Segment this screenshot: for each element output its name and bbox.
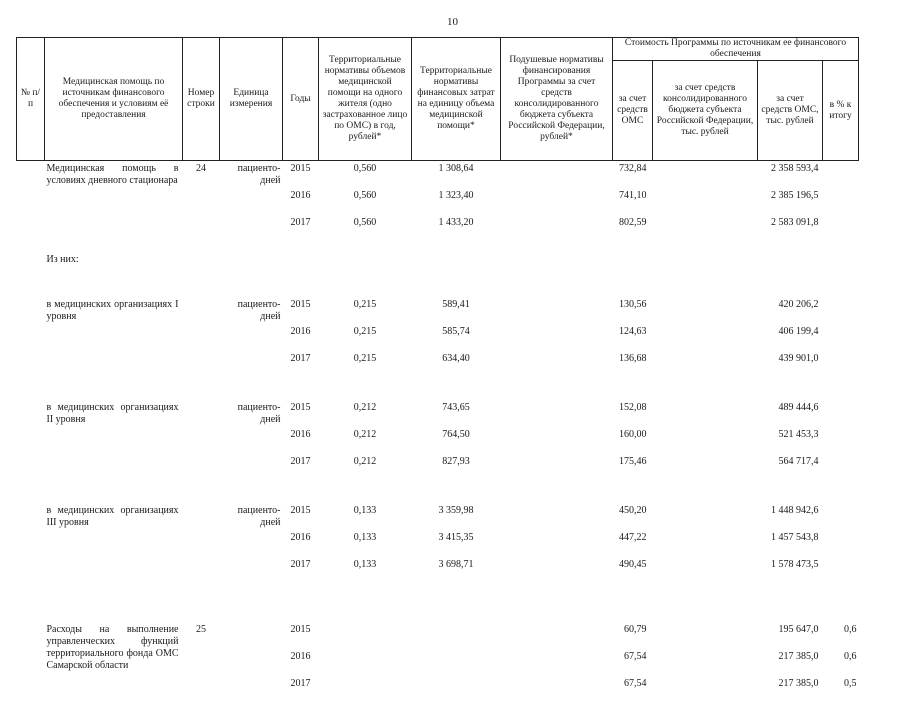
cell-oms: 124,63 [613,326,653,353]
cell-norm-cost: 1 433,20 [412,217,501,244]
cell-budget [653,624,758,651]
cell-oms: 175,46 [613,456,653,483]
cell-oms-total: 2 358 593,4 [758,163,823,190]
cell-per-capita [501,217,613,244]
cell-per-capita [501,299,613,326]
cell-year: 2015 [283,505,319,532]
cell-norm-volume: 0,133 [319,532,412,559]
cell-oms-total: 217 385,0 [758,678,823,705]
cell-year: 2017 [283,217,319,244]
cell-num [17,402,45,483]
cell-pct: 0,6 [823,624,859,651]
cell-oms: 741,10 [613,190,653,217]
cell-budget [653,299,758,326]
cell-oms: 490,45 [613,559,653,586]
cell-year: 2016 [283,326,319,353]
cell-norm-cost: 3 415,35 [412,532,501,559]
table-row [17,624,859,651]
cell-norm-volume: 0,215 [319,353,412,380]
table-body [17,161,859,705]
cell-oms-total: 521 453,3 [758,429,823,456]
cell-norm-volume: 0,133 [319,505,412,532]
cell-oms-total: 1 448 942,6 [758,505,823,532]
cell-year: 2016 [283,651,319,678]
cell-budget [653,651,758,678]
cell-pct [823,532,859,559]
cell-year: 2016 [283,429,319,456]
spacer-row [17,380,859,402]
header-unit: Единица измерения [220,38,283,161]
spacer-row [17,483,859,505]
cell-norm-cost [412,651,501,678]
cell-per-capita [501,532,613,559]
cell-num [17,163,45,244]
cell-oms-total: 1 578 473,5 [758,559,823,586]
header-row: Номер строки [183,38,220,161]
cell-oms-total: 1 457 543,8 [758,532,823,559]
cell-oms-total: 420 206,2 [758,299,823,326]
cell-oms: 67,54 [613,651,653,678]
cell-oms: 60,79 [613,624,653,651]
cell-year: 2016 [283,190,319,217]
cell-year: 2015 [283,299,319,326]
cell-budget [653,456,758,483]
cell-oms: 130,56 [613,299,653,326]
cell-oms: 802,59 [613,217,653,244]
cell-num [17,624,45,705]
cell-year: 2015 [283,624,319,651]
cell-norm-volume [319,624,412,651]
header-group-cost: Стоимость Программы по источникам ее финансового обеспечения [613,38,859,61]
cell-norm-cost: 764,50 [412,429,501,456]
cell-oms: 447,22 [613,532,653,559]
cell-per-capita [501,429,613,456]
cell-year: 2017 [283,559,319,586]
table-row [17,254,859,281]
program-cost-table [16,37,859,705]
cell-per-capita [501,624,613,651]
cell-norm-volume: 0,560 [319,163,412,190]
cell-pct: 0,5 [823,678,859,705]
cell-norm-volume: 0,560 [319,217,412,244]
cell-oms-total: 489 444,6 [758,402,823,429]
cell-name: в медицинских организациях I уровня [45,299,183,380]
header-per-capita: Подушевые нормативы финансирования Программы за счет средств консолидированного бюджета субъекта Российской Федерации, рублей* [501,38,613,161]
cell-per-capita [501,559,613,586]
page-number: 10 [0,16,905,28]
cell-norm-cost: 634,40 [412,353,501,380]
cell-row-number [183,299,220,380]
cell-pct [823,456,859,483]
cell-pct [823,402,859,429]
cell-name: Расходы на выполнение управленческих функций территориального фонда ОМС Самарской области [45,624,183,705]
header-oms: за счет средств ОМС [613,61,653,161]
cell-empty [283,254,859,281]
cell-oms-total: 217 385,0 [758,651,823,678]
cell-norm-cost: 3 698,71 [412,559,501,586]
cell-norm-cost: 585,74 [412,326,501,353]
cell-oms-total: 195 647,0 [758,624,823,651]
cell-oms-total: 564 717,4 [758,456,823,483]
cell-year: 2017 [283,678,319,705]
cell-name: в медицинских организациях II уровня [45,402,183,483]
cell-name: Медицинская помощь в условиях дневного стационара [45,163,183,244]
cell-unit: пациенто-дней [220,163,283,244]
cell-per-capita [501,190,613,217]
cell-norm-cost: 743,65 [412,402,501,429]
cell-norm-cost: 589,41 [412,299,501,326]
cell-year: 2017 [283,353,319,380]
cell-unit [220,254,283,281]
header-oms-total: за счет средств ОМС, тыс. рублей [758,61,823,161]
cell-budget [653,559,758,586]
cell-pct [823,559,859,586]
cell-name: в медицинских организациях III уровня [45,505,183,586]
table-row [17,402,859,429]
header-name: Медицинская помощь по источникам финансового обеспечения и условиям её предоставления [45,38,183,161]
cell-oms: 136,68 [613,353,653,380]
cell-unit: пациенто-дней [220,402,283,483]
cell-name: Из них: [45,254,183,281]
cell-budget [653,505,758,532]
cell-per-capita [501,326,613,353]
cell-norm-volume: 0,215 [319,299,412,326]
cell-norm-volume: 0,212 [319,456,412,483]
cell-pct [823,190,859,217]
cell-norm-cost: 1 308,64 [412,163,501,190]
cell-oms: 732,84 [613,163,653,190]
cell-oms-total: 406 199,4 [758,326,823,353]
table-row [17,299,859,326]
cell-oms: 67,54 [613,678,653,705]
cell-num [17,299,45,380]
cell-budget [653,217,758,244]
cell-unit: пациенто-дней [220,299,283,380]
cell-pct [823,217,859,244]
cell-norm-volume: 0,133 [319,559,412,586]
cell-norm-cost: 1 323,40 [412,190,501,217]
header-budget: за счет средств консолидированного бюджета субъекта Российской Федерации, тыс. рублей [653,61,758,161]
cell-per-capita [501,456,613,483]
cell-oms: 152,08 [613,402,653,429]
cell-year: 2016 [283,532,319,559]
cell-budget [653,402,758,429]
cell-pct: 0,6 [823,651,859,678]
spacer-row [17,244,859,254]
cell-per-capita [501,651,613,678]
cell-oms-total: 2 385 196,5 [758,190,823,217]
cell-norm-volume [319,678,412,705]
cell-oms-total: 439 901,0 [758,353,823,380]
cell-budget [653,678,758,705]
cell-per-capita [501,353,613,380]
header-norm-volume: Территориальные нормативы объемов медицинской помощи на одного жителя (одно застрахованное лицо по ОМС) в год, рублей* [319,38,412,161]
cell-pct [823,326,859,353]
cell-budget [653,326,758,353]
cell-pct [823,163,859,190]
cell-year: 2015 [283,402,319,429]
cell-num [17,254,45,281]
cell-oms: 450,20 [613,505,653,532]
header-num: № п/п [17,38,45,161]
cell-oms: 160,00 [613,429,653,456]
cell-year: 2015 [283,163,319,190]
cell-pct [823,505,859,532]
cell-row-number [183,505,220,586]
header-norm-cost: Территориальные нормативы финансовых затрат на единицу объема медицинской помощи* [412,38,501,161]
spacer-row [17,586,859,624]
cell-budget [653,429,758,456]
cell-num [17,505,45,586]
cell-budget [653,353,758,380]
cell-budget [653,532,758,559]
cell-per-capita [501,402,613,429]
cell-pct [823,299,859,326]
table-row [17,505,859,532]
cell-pct [823,353,859,380]
cell-oms-total: 2 583 091,8 [758,217,823,244]
cell-pct [823,429,859,456]
cell-unit: пациенто-дней [220,505,283,586]
cell-row-number: 24 [183,163,220,244]
cell-budget [653,190,758,217]
header-year: Годы [283,38,319,161]
cell-year: 2017 [283,456,319,483]
cell-norm-cost: 827,93 [412,456,501,483]
cell-per-capita [501,163,613,190]
cell-row-number [183,402,220,483]
cell-norm-volume: 0,560 [319,190,412,217]
cell-norm-volume: 0,212 [319,429,412,456]
cell-row-number: 25 [183,624,220,705]
cell-norm-cost [412,624,501,651]
table-row [17,163,859,190]
spacer-row [17,281,859,299]
cell-norm-volume [319,651,412,678]
cell-norm-cost [412,678,501,705]
table-header [17,38,859,161]
cell-per-capita [501,678,613,705]
cell-row-number [183,254,220,281]
cell-budget [653,163,758,190]
cell-norm-cost: 3 359,98 [412,505,501,532]
cell-unit [220,624,283,705]
header-pct: в % к итогу [823,61,859,161]
cell-norm-volume: 0,215 [319,326,412,353]
cell-norm-volume: 0,212 [319,402,412,429]
cell-per-capita [501,505,613,532]
